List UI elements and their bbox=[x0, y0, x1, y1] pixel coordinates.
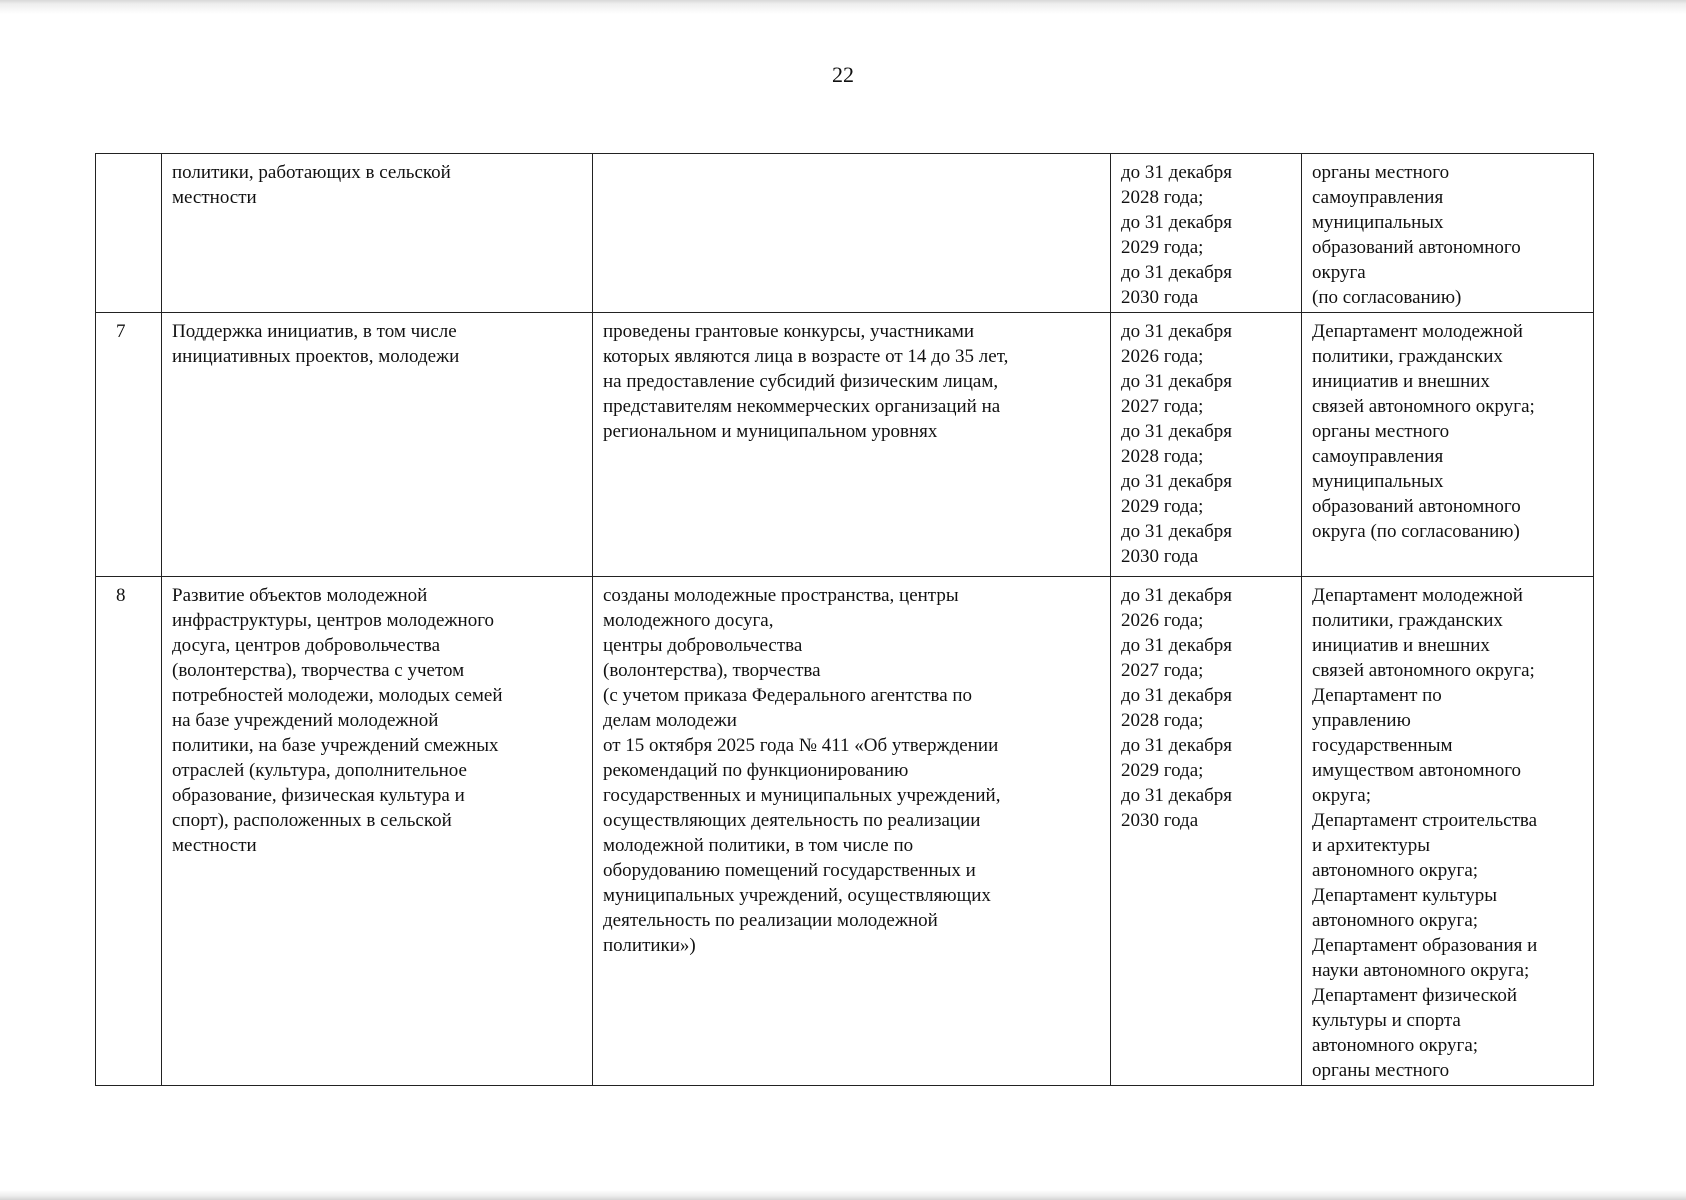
responsible-line: автономного округа; bbox=[1312, 910, 1479, 931]
responsible-line: Департамент молодежной bbox=[1312, 321, 1523, 342]
deadline-line: до 31 декабря bbox=[1121, 785, 1233, 806]
activity-line: политики, на базе учреждений смежных bbox=[172, 735, 499, 756]
responsible-line: связей автономного округа; bbox=[1312, 396, 1535, 417]
result-line: молодежной политики, в том числе по bbox=[603, 835, 914, 856]
deadline-line: до 31 декабря bbox=[1121, 471, 1233, 492]
page-number: 22 bbox=[832, 62, 854, 87]
result-line: центры добровольчества bbox=[603, 635, 803, 656]
responsible-line: связей автономного округа; bbox=[1312, 660, 1535, 681]
responsible-line: автономного округа; bbox=[1312, 860, 1479, 881]
activity-cell bbox=[162, 577, 593, 1086]
deadline-line: 2030 года bbox=[1121, 546, 1199, 567]
result-line: рекомендаций по функционированию bbox=[603, 760, 909, 781]
deadline-cell bbox=[1111, 154, 1302, 313]
result-line: молодежного досуга, bbox=[603, 610, 774, 631]
responsible-line: самоуправления bbox=[1312, 187, 1444, 208]
responsible-line: Департамент строительства bbox=[1312, 810, 1538, 831]
responsible-line: имуществом автономного bbox=[1312, 760, 1522, 781]
result-line: политики») bbox=[603, 935, 696, 956]
responsible-line: автономного округа; bbox=[1312, 1035, 1479, 1056]
activity-line: (волонтерства), творчества с учетом bbox=[172, 660, 465, 681]
deadline-line: до 31 декабря bbox=[1121, 585, 1233, 606]
responsible-line: округа (по согласованию) bbox=[1312, 521, 1520, 542]
activity-line: инициативных проектов, молодежи bbox=[172, 346, 460, 367]
activity-line: инфраструктуры, центров молодежного bbox=[172, 610, 495, 631]
deadline-line: 2030 года bbox=[1121, 287, 1199, 308]
activity-cell bbox=[162, 313, 593, 577]
responsible-line: органы местного bbox=[1312, 1060, 1450, 1081]
activity-line: на базе учреждений молодежной bbox=[172, 710, 439, 731]
deadline-cell bbox=[1111, 313, 1302, 577]
deadline-line: 2030 года bbox=[1121, 810, 1199, 831]
activity-line: потребностей молодежи, молодых семей bbox=[172, 685, 503, 706]
activity-line: досуга, центров добровольчества bbox=[172, 635, 441, 656]
result-line: на предоставление субсидий физическим лицам, bbox=[603, 371, 999, 392]
deadline-line: 2026 года; bbox=[1121, 346, 1204, 367]
result-line: муниципальных учреждений, осуществляющих bbox=[603, 885, 991, 906]
deadline-line: 2029 года; bbox=[1121, 496, 1204, 517]
responsible-line: Департамент культуры bbox=[1312, 885, 1497, 906]
deadline-line: 2027 года; bbox=[1121, 396, 1204, 417]
result-line: проведены грантовые конкурсы, участниками bbox=[603, 321, 975, 342]
result-line: (с учетом приказа Федерального агентства по bbox=[603, 685, 973, 706]
deadline-cell bbox=[1111, 577, 1302, 1086]
row-number-cell bbox=[96, 154, 162, 313]
result-line: (волонтерства), творчества bbox=[603, 660, 821, 681]
activity-line: спорт), расположенных в сельской bbox=[172, 810, 452, 831]
responsible-line: Департамент образования и bbox=[1312, 935, 1538, 956]
activity-cell bbox=[162, 154, 593, 313]
result-line: оборудованию помещений государственных и bbox=[603, 860, 976, 881]
deadline-line: 2029 года; bbox=[1121, 237, 1204, 258]
responsible-line: Департамент молодежной bbox=[1312, 585, 1523, 606]
result-line: региональном и муниципальном уровнях bbox=[603, 421, 938, 442]
responsible-line: органы местного bbox=[1312, 162, 1450, 183]
result-line: государственных и муниципальных учреждений, bbox=[603, 785, 1001, 806]
result-line: от 15 октября 2025 года № 411 «Об утверждении bbox=[603, 735, 999, 756]
responsible-line: политики, гражданских bbox=[1312, 610, 1503, 631]
responsible-line: инициатив и внешних bbox=[1312, 635, 1490, 656]
responsible-line: муниципальных bbox=[1312, 212, 1444, 233]
table-row bbox=[96, 154, 1594, 313]
responsible-line: органы местного bbox=[1312, 421, 1450, 442]
responsible-line: Департамент по bbox=[1312, 685, 1442, 706]
result-cell bbox=[593, 154, 1111, 313]
deadline-line: до 31 декабря bbox=[1121, 262, 1233, 283]
deadline-line: до 31 декабря bbox=[1121, 735, 1233, 756]
result-line: осуществляющих деятельность по реализации bbox=[603, 810, 981, 831]
deadline-line: 2029 года; bbox=[1121, 760, 1204, 781]
activity-line: местности bbox=[172, 187, 257, 208]
deadline-line: до 31 декабря bbox=[1121, 685, 1233, 706]
table-row bbox=[96, 577, 1594, 1086]
activity-line: местности bbox=[172, 835, 257, 856]
result-line: которых являются лица в возрасте от 14 до 35 лет, bbox=[603, 346, 1009, 367]
activity-line: политики, работающих в сельской bbox=[172, 162, 451, 183]
activity-line: отраслей (культура, дополнительное bbox=[172, 760, 467, 781]
row-number-cell bbox=[96, 577, 162, 1086]
deadline-line: 2028 года; bbox=[1121, 187, 1204, 208]
responsible-line: науки автономного округа; bbox=[1312, 960, 1530, 981]
responsible-line: округа; bbox=[1312, 785, 1371, 806]
deadline-line: до 31 декабря bbox=[1121, 162, 1233, 183]
responsible-cell bbox=[1302, 577, 1594, 1086]
deadline-line: 2026 года; bbox=[1121, 610, 1204, 631]
responsible-line: и архитектуры bbox=[1312, 835, 1431, 856]
activity-line: Поддержка инициатив, в том числе bbox=[172, 321, 457, 342]
responsible-line: инициатив и внешних bbox=[1312, 371, 1490, 392]
deadline-line: 2028 года; bbox=[1121, 710, 1204, 731]
activity-line: Развитие объектов молодежной bbox=[172, 585, 428, 606]
row-number: 7 bbox=[116, 321, 126, 342]
deadline-line: 2028 года; bbox=[1121, 446, 1204, 467]
deadline-line: до 31 декабря bbox=[1121, 212, 1233, 233]
result-line: созданы молодежные пространства, центры bbox=[603, 585, 959, 606]
deadline-line: до 31 декабря bbox=[1121, 321, 1233, 342]
responsible-line: (по согласованию) bbox=[1312, 287, 1462, 308]
measures-table bbox=[95, 153, 1594, 1086]
deadline-line: 2027 года; bbox=[1121, 660, 1204, 681]
responsible-line: образований автономного bbox=[1312, 237, 1521, 258]
deadline-line: до 31 декабря bbox=[1121, 371, 1233, 392]
result-line: деятельность по реализации молодежной bbox=[603, 910, 938, 931]
responsible-line: округа bbox=[1312, 262, 1366, 283]
deadline-line: до 31 декабря bbox=[1121, 421, 1233, 442]
deadline-line: до 31 декабря bbox=[1121, 521, 1233, 542]
table-row bbox=[96, 313, 1594, 577]
deadline-line: до 31 декабря bbox=[1121, 635, 1233, 656]
responsible-line: самоуправления bbox=[1312, 446, 1444, 467]
row-number: 8 bbox=[116, 585, 126, 606]
responsible-line: государственным bbox=[1312, 735, 1453, 756]
result-cell bbox=[593, 577, 1111, 1086]
responsible-line: политики, гражданских bbox=[1312, 346, 1503, 367]
result-cell bbox=[593, 313, 1111, 577]
responsible-line: управлению bbox=[1312, 710, 1411, 731]
scan-edge-top bbox=[0, 0, 1686, 14]
responsible-cell bbox=[1302, 313, 1594, 577]
row-number-cell bbox=[96, 313, 162, 577]
responsible-line: образований автономного bbox=[1312, 496, 1521, 517]
responsible-line: культуры и спорта bbox=[1312, 1010, 1461, 1031]
result-line: делам молодежи bbox=[603, 710, 737, 731]
scan-edge-bottom bbox=[0, 1190, 1686, 1200]
responsible-line: Департамент физической bbox=[1312, 985, 1518, 1006]
activity-line: образование, физическая культура и bbox=[172, 785, 465, 806]
result-line: представителям некоммерческих организаций на bbox=[603, 396, 1001, 417]
responsible-line: муниципальных bbox=[1312, 471, 1444, 492]
responsible-cell bbox=[1302, 154, 1594, 313]
